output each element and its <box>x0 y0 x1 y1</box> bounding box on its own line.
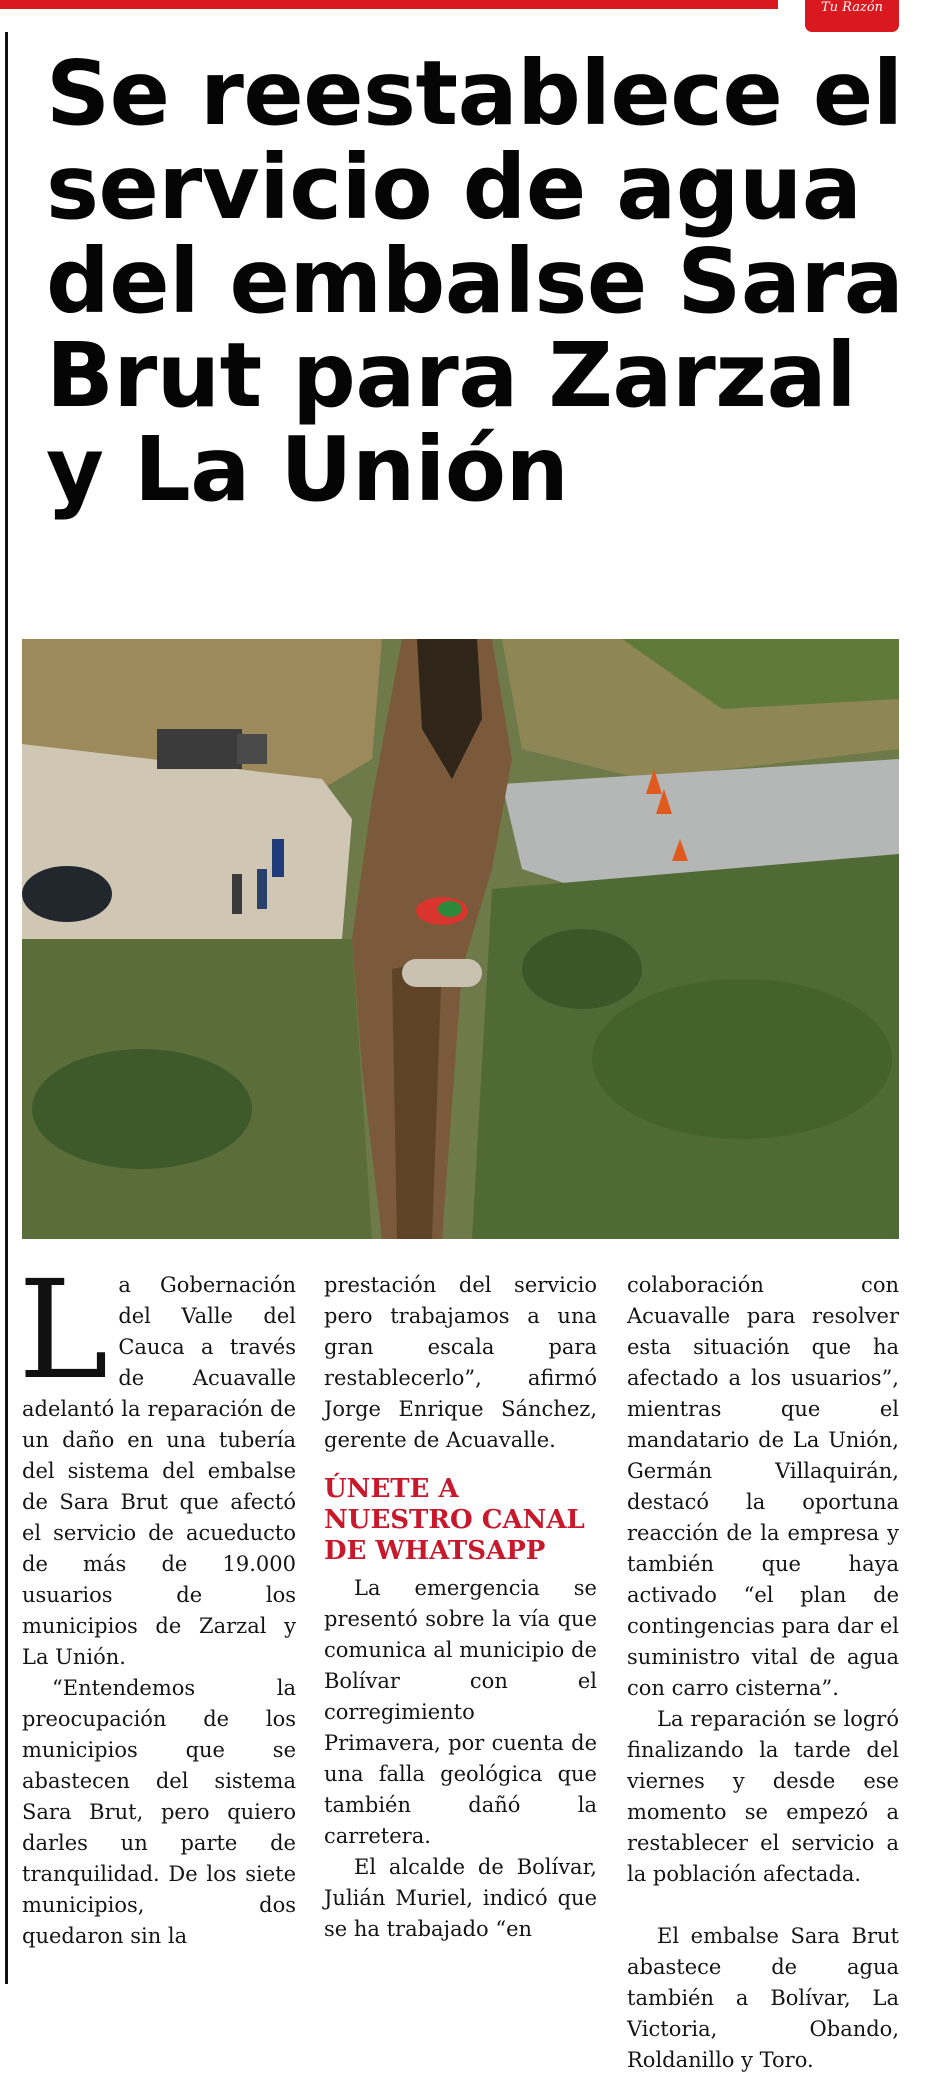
paragraph-3: La emergencia se presentó sobre la vía que comunica al municipio de Bolívar con el corregimiento Primavera, por cuenta de una falla geológica que también dañó la carretera. <box>324 1576 597 1848</box>
paragraph-5: La reparación se logró finalizando la tarde del viernes y desde ese momento se empezó a restablecer el servicio a la población afectada. <box>627 1707 899 1886</box>
paragraph-gap <box>627 1890 899 1921</box>
paragraph-continued: colaboración con Acuavalle para resolver esta situación que ha afectado a los usuarios”, mientras que el mandatario de La Unión, Germán Villaquirán, destacó la oportuna reacción de la empresa y también que haya activado “el plan de contingencias para dar el suministro vital de agua con carro cisterna”. <box>627 1273 899 1700</box>
drop-cap: L <box>18 1252 109 1410</box>
paragraph-6: El embalse Sara Brut abastece de agua también a Bolívar, La Victoria, Obando, Roldanillo y Toro. <box>627 1924 899 2072</box>
article-column-2 <box>324 1270 597 1945</box>
left-margin-rule <box>5 32 8 1984</box>
paragraph-4: El alcalde de Bolívar, Julián Muriel, indicó que se ha trabajado “en <box>324 1855 597 1941</box>
article-column-1 <box>18 1252 296 1952</box>
article-column-3 <box>627 1270 899 2076</box>
article-headline: Se reestablece el servicio de agua del embalse Sara Brut para Zarzal y La Unión <box>46 41 904 521</box>
paragraph-1 <box>18 1252 296 1673</box>
whatsapp-subhead[interactable]: ÚNETE A NUESTRO CANAL DE WHATSAPP <box>324 1474 585 1566</box>
paragraph-1-text: a Gobernación del Valle del Cauca a través de Acuavalle adelantó la reparación de un daño en una tubería del sistema del embalse de Sara Brut que afectó el servicio de acueducto de más de 19.000 usuarios de los municipios de Zarzal y La Unión. <box>22 1273 296 1669</box>
publication-logo <box>805 0 899 32</box>
publication-logo-text: Tu Razón <box>820 0 884 15</box>
top-accent-bar <box>0 0 778 9</box>
paragraph-2: “Entendemos la preocupación de los municipios que se abastecen del sistema Sara Brut, pero quiero darles un parte de tranquilidad. De los siete municipios, dos quedaron sin la <box>22 1676 296 1948</box>
landslide-photo <box>22 639 899 1239</box>
paragraph-continued: prestación del servicio pero trabajamos a una gran escala para restablecerlo”, afirmó Jorge Enrique Sánchez, gerente de Acuavalle. <box>324 1273 597 1452</box>
